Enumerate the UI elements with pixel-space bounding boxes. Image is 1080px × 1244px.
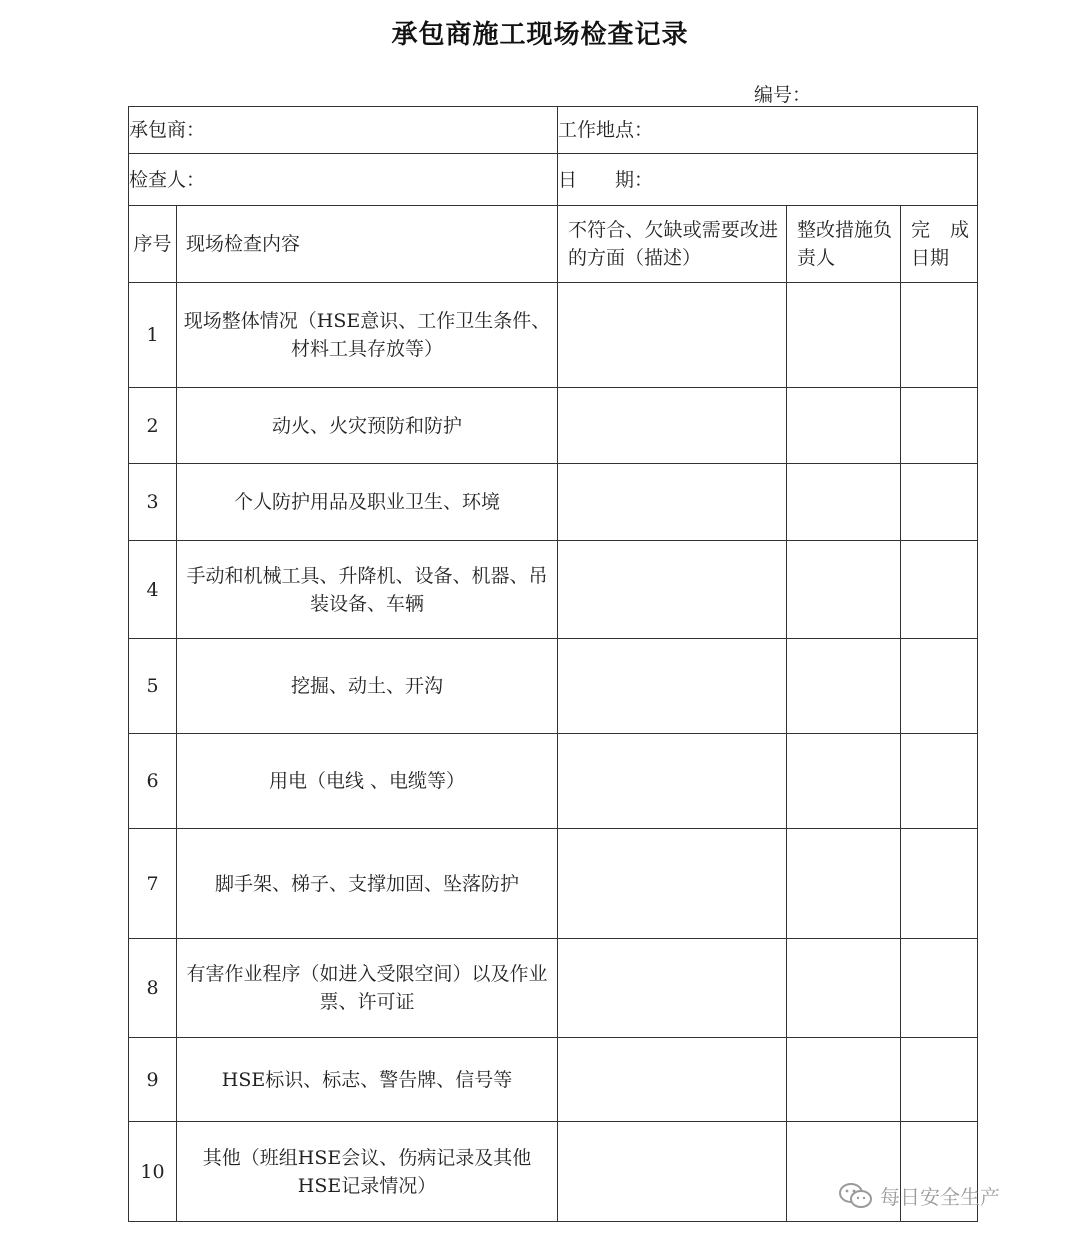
issues-cell[interactable]	[558, 1038, 787, 1122]
row-content: 个人防护用品及职业卫生、环境	[177, 464, 558, 541]
watermark	[838, 1181, 1000, 1210]
table-row	[129, 734, 978, 829]
row-number: 9	[129, 1038, 177, 1122]
done-date-cell[interactable]	[901, 541, 978, 639]
table-row	[129, 541, 978, 639]
done-date-cell[interactable]	[901, 1038, 978, 1122]
row-content: 脚手架、梯子、支撑加固、坠落防护	[177, 829, 558, 939]
row-number: 10	[129, 1122, 177, 1222]
inspection-form-table	[128, 106, 978, 1222]
owner-cell[interactable]	[787, 639, 901, 734]
row-number: 8	[129, 939, 177, 1038]
column-header-content: 现场检查内容	[177, 206, 558, 283]
done-date-cell[interactable]	[901, 734, 978, 829]
issues-cell[interactable]	[558, 541, 787, 639]
table-row	[129, 388, 978, 464]
issues-cell[interactable]	[558, 939, 787, 1038]
issues-cell[interactable]	[558, 639, 787, 734]
done-date-cell[interactable]	[901, 283, 978, 388]
issues-cell[interactable]	[558, 283, 787, 388]
owner-cell[interactable]	[787, 464, 901, 541]
document-title: 承包商施工现场检查记录	[391, 20, 689, 50]
date-field[interactable]: 日 期：	[558, 154, 978, 206]
owner-cell[interactable]	[787, 541, 901, 639]
owner-cell[interactable]	[787, 829, 901, 939]
column-header-done-date: 完 成日期	[901, 206, 978, 283]
header-row-contractor	[129, 107, 978, 154]
done-date-cell[interactable]	[901, 639, 978, 734]
row-content: 用电（电线 、电缆等）	[177, 734, 558, 829]
owner-cell[interactable]	[787, 734, 901, 829]
done-date-cell[interactable]	[901, 829, 978, 939]
table-row	[129, 464, 978, 541]
watermark-text: 每日安全生产	[880, 1185, 1000, 1209]
done-date-cell[interactable]	[901, 464, 978, 541]
column-header-row	[129, 206, 978, 283]
column-header-no: 序号	[129, 206, 177, 283]
issues-cell[interactable]	[558, 388, 787, 464]
row-number: 4	[129, 541, 177, 639]
row-content: HSE标识、标志、警告牌、信号等	[177, 1038, 558, 1122]
row-number: 3	[129, 464, 177, 541]
table-row	[129, 939, 978, 1038]
wechat-icon	[838, 1182, 874, 1210]
serial-number-label: 编号：	[754, 84, 812, 106]
row-content: 其他（班组HSE会议、伤病记录及其他HSE记录情况）	[177, 1122, 558, 1222]
column-header-owner: 整改措施负责人	[787, 206, 901, 283]
table-row	[129, 829, 978, 939]
issues-cell[interactable]	[558, 464, 787, 541]
owner-cell[interactable]	[787, 939, 901, 1038]
work-location-field[interactable]: 工作地点：	[558, 107, 978, 154]
header-row-inspector	[129, 154, 978, 206]
row-number: 5	[129, 639, 177, 734]
table-row	[129, 1038, 978, 1122]
done-date-cell[interactable]	[901, 939, 978, 1038]
row-content: 现场整体情况（HSE意识、工作卫生条件、材料工具存放等）	[177, 283, 558, 388]
row-content: 有害作业程序（如进入受限空间）以及作业票、许可证	[177, 939, 558, 1038]
row-content: 挖掘、动土、开沟	[177, 639, 558, 734]
row-number: 6	[129, 734, 177, 829]
contractor-field[interactable]: 承包商：	[129, 107, 558, 154]
row-content: 手动和机械工具、升降机、设备、机器、吊装设备、车辆	[177, 541, 558, 639]
table-row	[129, 283, 978, 388]
issues-cell[interactable]	[558, 734, 787, 829]
table-row	[129, 639, 978, 734]
row-number: 7	[129, 829, 177, 939]
column-header-issues: 不符合、欠缺或需要改进的方面（描述）	[558, 206, 787, 283]
issues-cell[interactable]	[558, 829, 787, 939]
row-number: 1	[129, 283, 177, 388]
row-content: 动火、火灾预防和防护	[177, 388, 558, 464]
row-number: 2	[129, 388, 177, 464]
done-date-cell[interactable]	[901, 388, 978, 464]
issues-cell[interactable]	[558, 1122, 787, 1222]
owner-cell[interactable]	[787, 1038, 901, 1122]
owner-cell[interactable]	[787, 388, 901, 464]
owner-cell[interactable]	[787, 283, 901, 388]
inspector-field[interactable]: 检查人：	[129, 154, 558, 206]
